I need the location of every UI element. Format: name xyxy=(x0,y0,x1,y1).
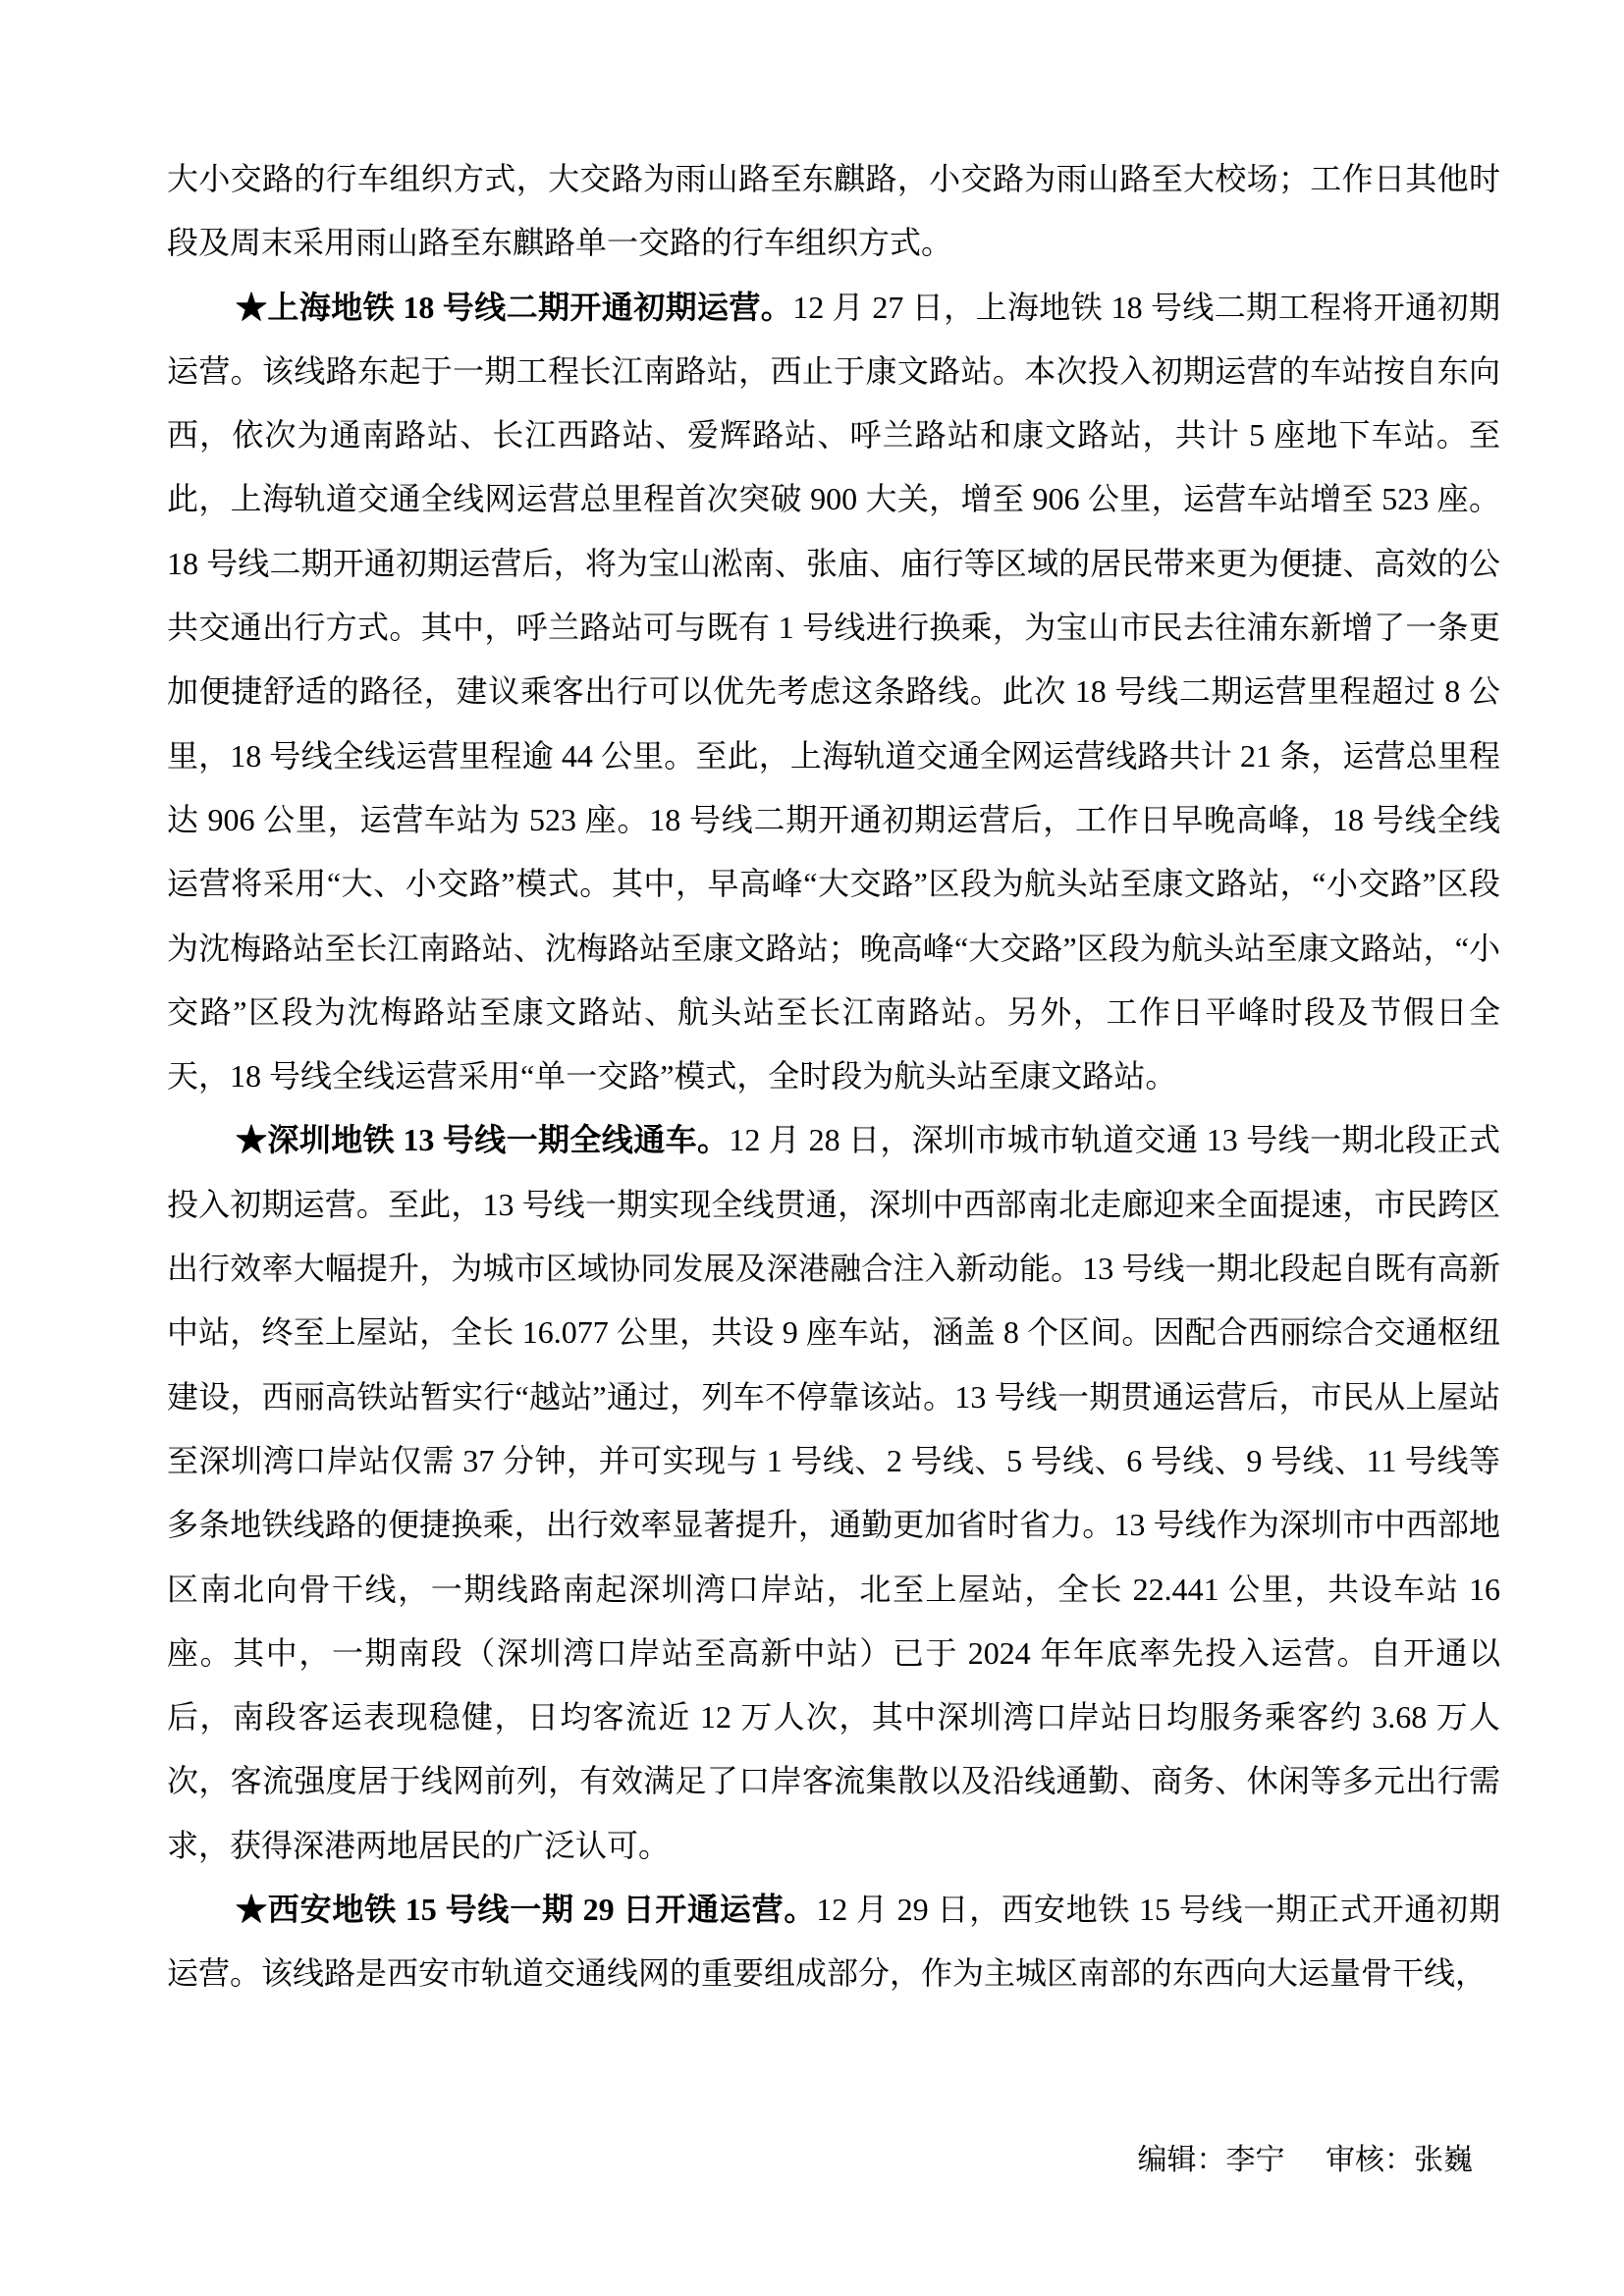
news-heading-xian: ★西安地铁 15 号线一期 29 日开通运营。 xyxy=(236,1892,817,1928)
news-body-shenzhen: 12 月 28 日，深圳市城市轨道交通 13 号线一期北段正式投入初期运营。至此，13 号线一期实现全线贯通，深圳中西部南北走廊迎来全面提速，市民跨区出行效率大幅提升，为城市区域协同发展及深港融合注入新动能。13 号线一期北段起自既有高新中站，终至上屋站，全长 16.077 公里，共设 9 座车站，涵盖 8 个区间。因配合西丽综合交通枢纽建设，西丽高铁站暂实行“越站”通过，列车不停靠该站。13 号线一期贯通运营后，市民从上屋站至深圳湾口岸站仅需 37 分钟，并可实现与 1 号线、2 号线、5 号线、6 号线、9 号线、11 号线等多条地铁线路的便捷换乘，出行效率显著提升，通勤更加省时省力。13 号线作为深圳市中西部地区南北向骨干线，一期线路南起深圳湾口岸站，北至上屋站，全长 22.441 公里，共设车站 16 座。其中，一期南段（深圳湾口岸站至高新中站）已于 2024 年年底率先投入运营。自开通以后，南段客运表现稳健，日均客流近 12 万人次，其中深圳湾口岸站日均服务乘客约 3.68 万人次，客流强度居于线网前列，有效满足了口岸客流集散以及沿线通勤、商务、休闲等多元出行需求，获得深港两地居民的广泛认可。 xyxy=(167,1122,1500,1863)
news-body-shanghai: 12 月 27 日，上海地铁 18 号线二期工程将开通初期运营。该线路东起于一期工程长江南路站，西止于康文路站。本次投入初期运营的车站按自东向西，依次为通南路站、长江西路站、爱辉路站、呼兰路站和康文路站，共计 5 座地下车站。至此，上海轨道交通全线网运营总里程首次突破 900 大关，增至 906 公里，运营车站增至 523 座。18 号线二期开通初期运营后，将为宝山淞南、张庙、庙行等区域的居民带来更为便捷、高效的公共交通出行方式。其中，呼兰路站可与既有 1 号线进行换乘，为宝山市民去往浦东新增了一条更加便捷舒适的路径，建议乘客出行可以优先考虑这条路线。此次 18 号线二期运营里程超过 8 公里，18 号线全线运营里程逾 44 公里。至此，上海轨道交通全网运营线路共计 21 条，运营总里程达 906 公里，运营车站为 523 座。18 号线二期开通初期运营后，工作日早晚高峰，18 号线全线运营将采用“大、小交路”模式。其中，早高峰“大交路”区段为航头站至康文路站，“小交路”区段为沈梅路站至长江南路站、沈梅路站至康文路站；晚高峰“大交路”区段为航头站至康文路站，“小交路”区段为沈梅路站至康文路站、航头站至长江南路站。另外，工作日平峰时段及节假日全天，18 号线全线运营采用“单一交路”模式，全时段为航头站至康文路站。 xyxy=(167,289,1500,1095)
news-heading-shanghai: ★上海地铁 18 号线二期开通初期运营。 xyxy=(236,289,793,325)
news-heading-shenzhen: ★深圳地铁 13 号线一期全线通车。 xyxy=(236,1122,730,1158)
footer-credits xyxy=(1138,2143,1474,2178)
news-item-shanghai-line18 xyxy=(167,276,1500,1109)
news-item-xian-line15 xyxy=(167,1878,1500,2006)
reviewer-credit: 审核：张巍 xyxy=(1326,2144,1473,2176)
paragraph-continuation: 大小交路的行车组织方式，大交路为雨山路至东麒路，小交路为雨山路至大校场；工作日其他时段及周末采用雨山路至东麒路单一交路的行车组织方式。 xyxy=(167,161,1500,261)
news-body-xian: 12 月 29 日，西安地铁 15 号线一期正式开通初期运营。该线路是西安市轨道交通线网的重要组成部分，作为主城区南部的东西向大运量骨干线， xyxy=(167,1892,1500,1992)
news-item-shenzhen-line13 xyxy=(167,1108,1500,1878)
editor-credit: 编辑：李宁 xyxy=(1137,2144,1285,2176)
article-body xyxy=(167,147,1500,2006)
